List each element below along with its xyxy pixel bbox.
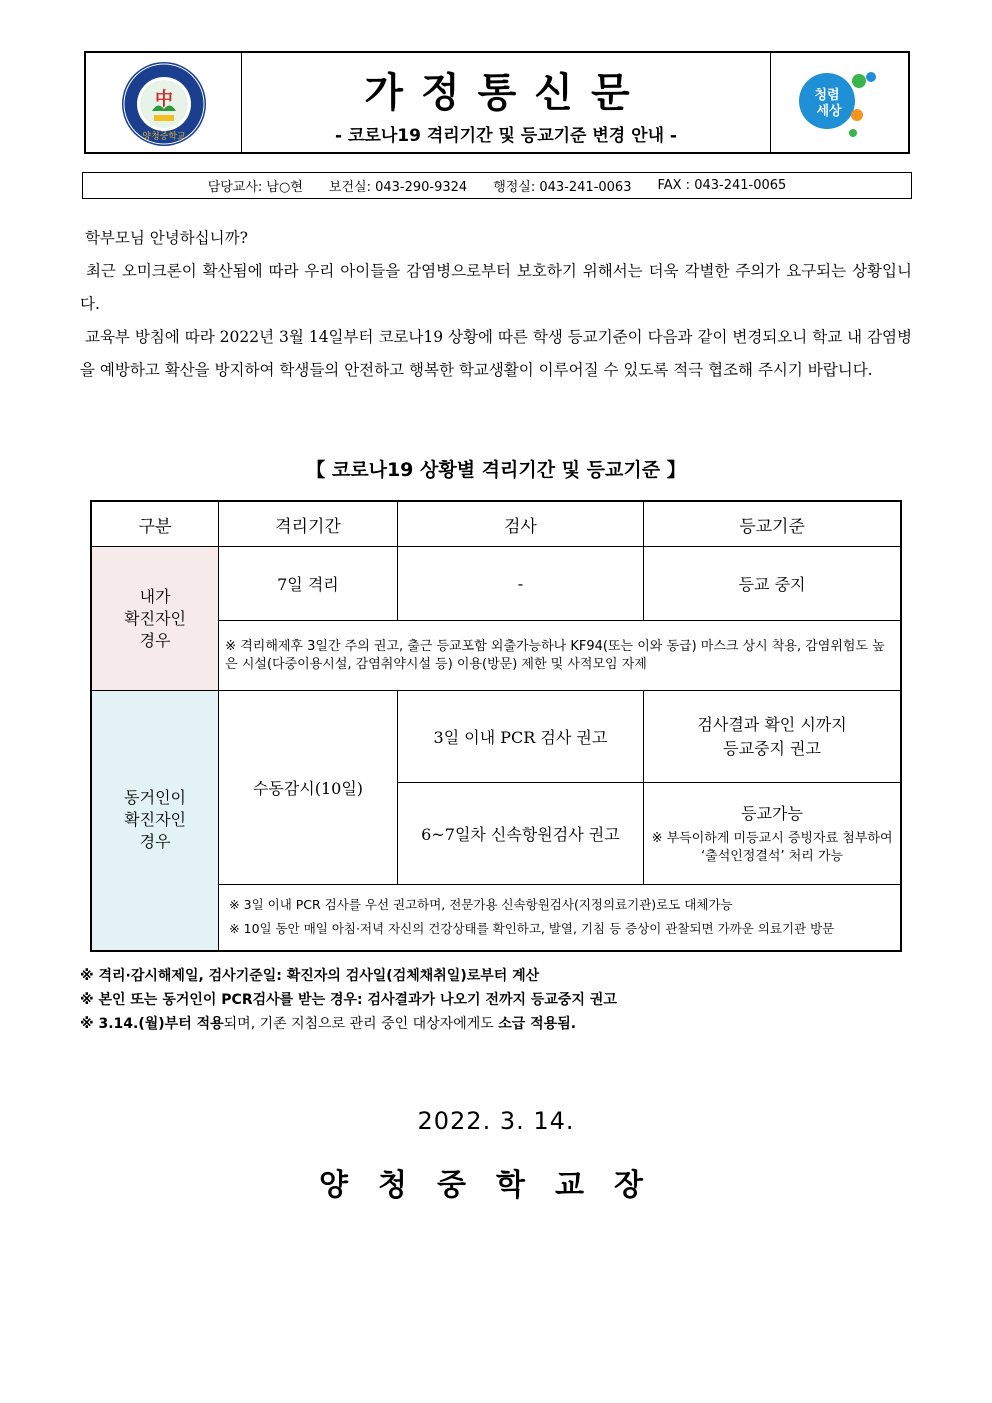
note-confirmed: ※ 격리해제후 3일간 주의 권고, 출근 등교포함 외출가능하나 KF94(또는 이와 동급) 마스크 상시 착용, 감염위험도 높은 시설(다중이용시설, 감염취약시설 등) 이용(방문) 제한 및 사적모임 자제 [219,621,901,691]
teacher-contact: 담당교사: 남○현 [207,180,303,195]
svg-text:세상: 세상 [816,104,842,119]
fax-contact: FAX : 043-241-0065 [657,178,787,193]
test-confirmed: - [397,547,643,621]
test-rapid: 6~7일차 신속항원검사 권고 [397,783,643,885]
header-attendance: 등교기준 [644,501,901,547]
attendance-allowed: 등교가능 ※ 부득이하게 미등교시 증빙자료 첨부하여 ‘출석인정결석’ 처리 가능 [644,783,901,885]
footnote-2: ※ 본인 또는 동거인이 PCR검사를 받는 경우: 검사결과가 나오기 전까지 등교중지 권고 [80,992,617,1008]
header-test: 검사 [397,501,643,547]
table-title: 【 코로나19 상황별 격리기간 및 등교기준 】 [306,459,686,481]
svg-text:청렴: 청렴 [814,88,840,103]
admin-office-contact: 행정실: 043-241-0063 [493,180,632,195]
page-subtitle: - 코로나19 격리기간 및 등교기준 변경 안내 - [335,126,677,146]
attendance-confirmed: 등교 중지 [644,547,901,621]
header-period: 격리기간 [219,501,398,547]
guideline-table [90,500,902,952]
period-confirmed: 7일 격리 [219,547,398,621]
note-household: ※ 3일 이내 PCR 검사를 우선 권고하며, 전문가용 신속항원검사(지정의료기관)로도 대체가능 ※ 10일 동안 매일 아침·저녁 자신의 건강상태를 확인하고, 발열, 기침 등 증상이 관찰되면 가까운 의료기관 방문 [219,885,901,951]
category-household: 동거인이 확진자인 경우 [91,691,219,951]
integrity-logo [771,53,909,153]
svg-text:中: 中 [155,89,173,110]
header-category: 구분 [91,501,219,547]
table-row [91,691,901,783]
contact-bar [82,172,912,199]
test-pcr: 3일 이내 PCR 검사 권고 [397,691,643,783]
category-confirmed: 내가 확진자인 경우 [91,547,219,691]
footnotes [80,964,617,1036]
attendance-suspended: 검사결과 확인 시까지 등교중지 권고 [644,691,901,783]
integrity-logo-cell [770,53,908,152]
greeting: 학부모님 안녕하십니까? [84,229,248,247]
school-logo [86,53,242,153]
issue-date: 2022. 3. 14. [417,1107,575,1135]
page-title: 가정통신문 [364,69,648,116]
health-room-contact: 보건실: 043-290-9324 [328,180,468,195]
period-household: 수동감시(10일) [219,691,398,885]
table-row [91,547,901,621]
intro-paragraph-2: 교육부 방침에 따라 2022년 3월 14일부터 코로나19 상황에 따른 학생 등교기준이 다음과 같이 변경되오니 학교 내 감염병을 예방하고 확산을 방지하여 학생들의 안전하고 행복한 학교생활이 이루어질 수 있도록 적극 협조해 주시기 바랍니다. [80,328,912,379]
intro-paragraph-1: 최근 오미크론이 확산됨에 따라 우리 아이들을 감염병으로부터 보호하기 위해서는 더욱 각별한 주의가 요구되는 상황입니다. [80,262,912,313]
header-box [84,51,910,154]
table-header-row [91,501,901,547]
footnote-3: ※ 3.14.(월)부터 적용되며, 기존 지침으로 관리 중인 대상자에게도 소급 적용됨. [80,1016,577,1032]
svg-text:양청중학교: 양청중학교 [142,132,186,142]
signature: 양청중학교장 [319,1168,673,1203]
school-logo-cell [86,53,242,152]
footnote-1: ※ 격리·감시해제일, 검사기준일: 확진자의 검사일(검체채취일)로부터 계산 [80,968,540,984]
